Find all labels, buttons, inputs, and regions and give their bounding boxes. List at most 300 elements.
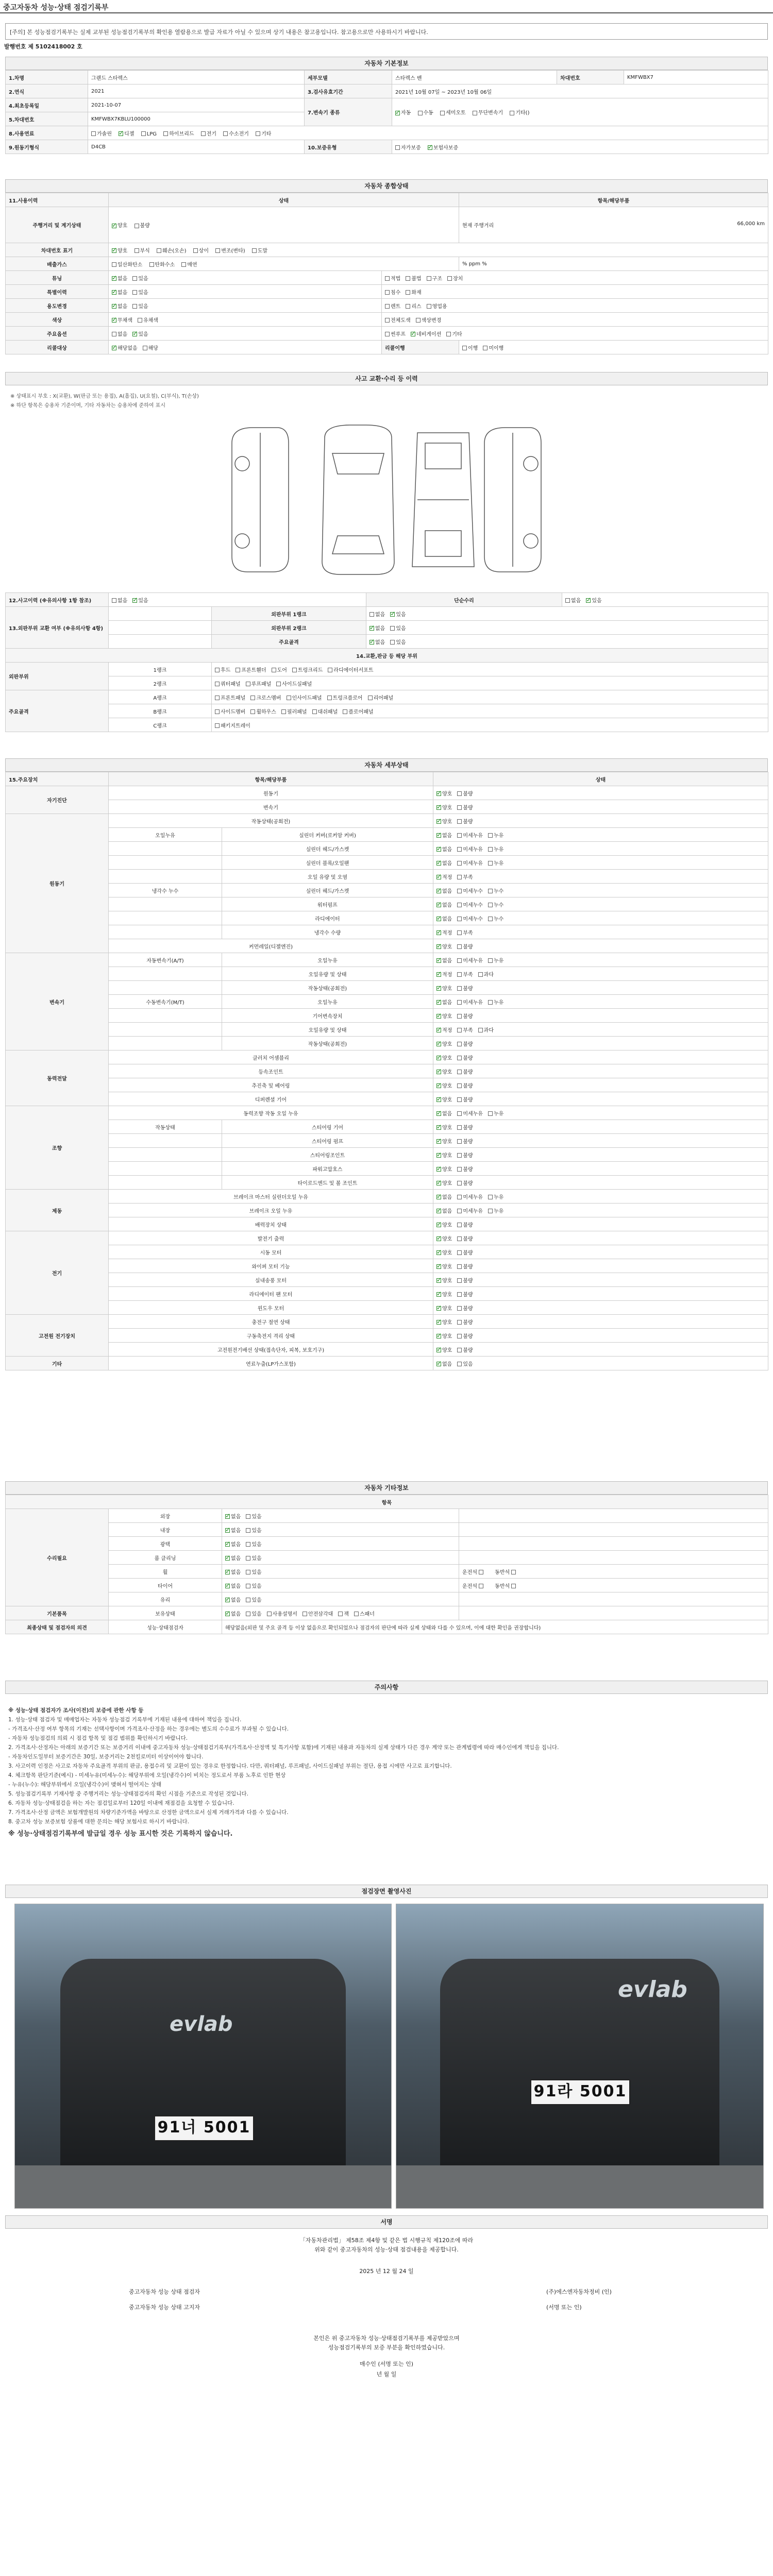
checkbox[interactable]	[250, 696, 255, 700]
checkbox[interactable]	[395, 145, 400, 150]
emission-units: % ppm %	[459, 257, 768, 271]
checkbox[interactable]	[368, 696, 373, 700]
checkbox-checked[interactable]	[436, 1028, 441, 1032]
emission-label: 배출가스	[6, 257, 109, 271]
inspection-period-value: 2021년 10월 07일 ~ 2023년 10월 06일	[392, 84, 768, 98]
checkbox[interactable]	[369, 612, 374, 617]
checkbox[interactable]	[328, 668, 332, 672]
checkbox[interactable]	[385, 318, 390, 323]
checkbox-checked[interactable]	[225, 1556, 230, 1561]
checkbox[interactable]	[338, 1612, 343, 1616]
notice-box: [주의] 본 성능점검기록부는 실제 교부된 성능점검기록부의 확인용 열람용으로 발급 자료가 아닐 수 있으며 상기 내용은 참고용입니다. 참고용으로만 사용하시기 바랍니다.	[5, 23, 768, 40]
checkbox[interactable]	[457, 1264, 462, 1269]
checkbox[interactable]	[457, 791, 462, 796]
checkbox-checked[interactable]	[390, 612, 395, 617]
checkbox-checked[interactable]	[436, 1320, 441, 1325]
detail-item-label: 실린더 헤드/가스켓	[222, 842, 433, 856]
other-item-label: 유리	[109, 1592, 222, 1606]
checkbox[interactable]	[473, 111, 477, 115]
checkbox[interactable]	[488, 1000, 493, 1005]
checkbox[interactable]	[406, 290, 410, 295]
detail-status-options: ✓ 양호 불량	[433, 939, 768, 953]
checkbox[interactable]	[91, 131, 96, 136]
checkbox[interactable]	[457, 1125, 462, 1130]
inspector-label: 중고자동차 성능 상태 점검자	[129, 2289, 200, 2295]
detail-row	[6, 1120, 768, 1134]
detail-item-label: 타이로드엔드 및 볼 조인트	[222, 1176, 433, 1190]
checkbox[interactable]	[457, 1195, 462, 1199]
detail-row	[6, 1023, 768, 1037]
checkbox[interactable]	[416, 318, 421, 323]
checkbox[interactable]	[457, 1083, 462, 1088]
checkbox[interactable]	[457, 847, 462, 852]
checkbox[interactable]	[246, 1598, 250, 1602]
other-group-label: 수리필요	[6, 1509, 109, 1606]
checkbox[interactable]	[488, 958, 493, 963]
checkbox-checked[interactable]	[225, 1528, 230, 1533]
checkbox[interactable]	[457, 1014, 462, 1019]
checkbox-checked[interactable]	[436, 986, 441, 991]
checkbox[interactable]	[457, 1236, 462, 1241]
checkbox-checked[interactable]	[436, 875, 441, 879]
checkbox[interactable]	[385, 276, 390, 281]
detail-status-options: ✓ 양호 불량	[433, 1231, 768, 1245]
checkbox[interactable]	[246, 1528, 250, 1533]
checkbox-checked[interactable]	[225, 1542, 230, 1547]
detail-item-label: 구동축전지 격리 상태	[109, 1329, 433, 1343]
checkbox[interactable]	[193, 248, 198, 253]
checkbox-checked[interactable]	[112, 290, 116, 295]
detail-status-options: ✓ 없음 미세누유 누유	[433, 856, 768, 870]
checkbox-checked[interactable]	[112, 248, 116, 253]
other-item-label: 광택	[109, 1537, 222, 1551]
checkbox[interactable]	[478, 1028, 483, 1032]
checkbox-checked[interactable]	[436, 847, 441, 852]
brand-logo-front: evlab	[170, 2012, 233, 2036]
checkbox[interactable]	[457, 1320, 462, 1325]
buyer-line-2: 성능점검기록부의 보증 부분을 확인하였습니다.	[328, 2344, 445, 2351]
checkbox[interactable]	[511, 1584, 516, 1588]
checkbox-checked[interactable]	[436, 819, 441, 824]
checkbox[interactable]	[246, 1612, 250, 1616]
checkbox[interactable]	[135, 224, 139, 228]
checkbox[interactable]	[390, 640, 395, 645]
checkbox[interactable]	[327, 696, 332, 700]
checkbox-checked[interactable]	[436, 791, 441, 796]
checkbox[interactable]	[112, 262, 116, 267]
detail-row	[6, 1162, 768, 1176]
checkbox-checked[interactable]	[436, 930, 441, 935]
checkbox[interactable]	[132, 290, 137, 295]
checkbox[interactable]	[385, 290, 390, 295]
checkbox[interactable]	[132, 276, 137, 281]
checkbox-checked[interactable]	[436, 972, 441, 977]
checkbox-checked[interactable]	[436, 1209, 441, 1213]
detail-item-label: 브레이크 오일 누유	[109, 1204, 433, 1217]
checkbox[interactable]	[112, 332, 116, 336]
checkbox[interactable]	[215, 682, 220, 686]
checkbox[interactable]	[236, 668, 240, 672]
checkbox[interactable]	[292, 668, 297, 672]
checkbox-checked[interactable]	[132, 598, 137, 603]
checkbox[interactable]	[457, 1070, 462, 1074]
detail-item-label: 작동상태(공회전)	[109, 814, 433, 828]
checkbox-checked[interactable]	[436, 1070, 441, 1074]
checkbox[interactable]	[246, 1584, 250, 1588]
checkbox[interactable]	[457, 1000, 462, 1005]
detail-row	[6, 1037, 768, 1050]
detail-row	[6, 953, 768, 967]
detail-row	[6, 1329, 768, 1343]
notifier-sign: (서명 또는 인)	[546, 2304, 582, 2311]
other-status-options: ✓ 없음 있음	[222, 1592, 459, 1606]
checkbox[interactable]	[138, 318, 142, 323]
checkbox[interactable]	[479, 1584, 483, 1588]
checkbox-checked[interactable]	[436, 1278, 441, 1283]
checkbox-checked[interactable]	[436, 1181, 441, 1185]
caution-line: 6. 자동차 성능·상태점검을 하는 자는 점검일로부터 120일 이내에 재점검을 요청할 수 있습니다.	[8, 1800, 234, 1806]
checkbox[interactable]	[112, 598, 116, 603]
options-label: 주요옵션	[6, 327, 109, 341]
warranty-label: 10.보증유형	[305, 140, 392, 154]
detail-subgroup-label	[109, 1148, 222, 1162]
checkbox[interactable]	[163, 131, 168, 136]
checkbox-checked[interactable]	[225, 1598, 230, 1602]
detail-group-label: 자기진단	[6, 786, 109, 814]
grade-1: 1랭크	[109, 663, 212, 676]
checkbox[interactable]	[457, 930, 462, 935]
checkbox[interactable]	[447, 276, 452, 281]
checkbox[interactable]	[427, 276, 431, 281]
checkbox[interactable]	[246, 682, 250, 686]
checkbox-checked[interactable]	[436, 1264, 441, 1269]
detail-row	[6, 842, 768, 856]
caution-line: 5. 성능점검기록부 기재사항 중 주행거리는 성능·상태점검자의 확인 시점을 기준으로 작성된 것입니다.	[8, 1791, 248, 1797]
checkbox[interactable]	[157, 248, 161, 253]
checkbox[interactable]	[223, 131, 228, 136]
checkbox[interactable]	[457, 1042, 462, 1046]
checkbox[interactable]	[457, 958, 462, 963]
checkbox[interactable]	[312, 709, 317, 714]
checkbox[interactable]	[215, 668, 220, 672]
checkbox[interactable]	[276, 682, 281, 686]
detail-subgroup-label: 작동상태	[109, 1120, 222, 1134]
detail-item-label: 스티어링조인트	[222, 1148, 433, 1162]
checkbox-checked[interactable]	[436, 944, 441, 949]
checkbox-checked[interactable]	[112, 346, 116, 350]
checkbox[interactable]	[406, 276, 410, 281]
detail-row	[6, 1064, 768, 1078]
checkbox[interactable]	[272, 668, 276, 672]
checkbox[interactable]	[215, 248, 220, 253]
checkbox[interactable]	[440, 111, 445, 115]
checkbox-checked[interactable]	[436, 1139, 441, 1144]
checkbox[interactable]	[457, 1306, 462, 1311]
detail-status-options: ✓ 없음 미세누유 누유	[433, 828, 768, 842]
detail-subgroup-label	[109, 870, 222, 884]
checkbox[interactable]	[457, 1278, 462, 1283]
detail-item-label: 변속기	[109, 800, 433, 814]
detail-row	[6, 1287, 768, 1301]
checkbox[interactable]	[385, 332, 390, 336]
other-status-options: ✓ 없음 있음	[222, 1509, 459, 1523]
detail-item-label: 오일유량 및 상태	[222, 967, 433, 981]
checkbox-checked[interactable]	[436, 1292, 441, 1297]
sign-header: 서명	[5, 2215, 768, 2229]
detail-item-label: 작동상태(공회전)	[222, 981, 433, 995]
checkbox-checked[interactable]	[112, 304, 116, 309]
checkbox-checked[interactable]	[436, 1348, 441, 1352]
checkbox[interactable]	[246, 1542, 250, 1547]
checkbox-checked[interactable]	[436, 833, 441, 838]
checkbox[interactable]	[457, 1348, 462, 1352]
checkbox-checked[interactable]	[395, 111, 400, 115]
checkbox[interactable]	[343, 709, 347, 714]
checkbox-checked[interactable]	[436, 805, 441, 810]
checkbox[interactable]	[457, 1139, 462, 1144]
checkbox[interactable]	[143, 346, 147, 350]
checkbox[interactable]	[267, 1612, 272, 1616]
checkbox[interactable]	[141, 131, 146, 136]
detail-status-options: ✓ 양호 불량	[433, 1078, 768, 1092]
checkbox[interactable]	[457, 1097, 462, 1102]
checkbox[interactable]	[457, 1167, 462, 1172]
transmission-label: 7.변속기 종류	[305, 98, 392, 126]
rank1-label: 외판부위 1랭크	[212, 607, 366, 621]
checkbox[interactable]	[215, 709, 220, 714]
other-extra: 운전석 동반석	[459, 1579, 768, 1592]
other-info-header: 자동차 기타정보	[5, 1481, 768, 1495]
checkbox[interactable]	[252, 248, 257, 253]
checkbox[interactable]	[488, 847, 493, 852]
front-photo	[14, 1904, 392, 2209]
checkbox-checked[interactable]	[436, 889, 441, 893]
checkbox[interactable]	[246, 1514, 250, 1519]
checkbox[interactable]	[457, 1111, 462, 1116]
checkbox-checked[interactable]	[436, 1056, 441, 1060]
other-item-col: 항목	[6, 1495, 768, 1509]
checkbox[interactable]	[462, 346, 467, 350]
checkbox[interactable]	[488, 903, 493, 907]
checkbox-checked[interactable]	[132, 332, 137, 336]
checkbox[interactable]	[511, 1570, 516, 1574]
caution-line: 8. 중고차 성능 보증보험 상품에 대한 문의는 해당 보험사로 하시기 바랍니다.	[8, 1819, 190, 1825]
checkbox[interactable]	[457, 833, 462, 838]
detail-status-options: ✓ 없음 미세누유 누유	[433, 995, 768, 1009]
checkbox[interactable]	[215, 723, 220, 728]
outer-panel-label: 외판부위	[6, 663, 109, 690]
checkbox[interactable]	[354, 1612, 359, 1616]
warranty-options: 자가보증 ✓ 보험사보증	[392, 140, 768, 154]
checkbox-checked[interactable]	[436, 1306, 441, 1311]
detail-status-options: ✓ 양호 불량	[433, 1009, 768, 1023]
checkbox[interactable]	[135, 248, 139, 253]
checkbox-checked[interactable]	[428, 145, 432, 150]
status-col: 상태	[109, 193, 459, 207]
checkbox[interactable]	[418, 111, 423, 115]
sign-line-1: 「자동차관리법」 제58조 제4항 및 같은 법 시행규칙 제120조에 따라	[299, 2237, 474, 2244]
checkbox-checked[interactable]	[436, 1195, 441, 1199]
checkbox-checked[interactable]	[586, 598, 591, 603]
main-frame-section-label: 주요골격	[6, 690, 109, 732]
detail-status-options: ✓ 양호 불량	[433, 1245, 768, 1259]
detail-group-label: 조향	[6, 1106, 109, 1190]
detail-subgroup-label	[109, 1134, 222, 1148]
checkbox[interactable]	[488, 861, 493, 866]
detail-row	[6, 856, 768, 870]
detail-row	[6, 1134, 768, 1148]
detail-row	[6, 1148, 768, 1162]
fuel-label: 8.사용연료	[6, 126, 88, 140]
checkbox[interactable]	[457, 1223, 462, 1227]
checkbox[interactable]	[201, 131, 206, 136]
damage-legend-note: ※ 하단 항목은 승용차 기준이며, 기타 자동차는 승용차에 준하여 표시	[10, 403, 165, 409]
detail-group-label: 변속기	[6, 953, 109, 1050]
checkbox[interactable]	[132, 304, 137, 309]
checkbox-checked[interactable]	[436, 1097, 441, 1102]
checkbox[interactable]	[478, 972, 483, 977]
checkbox-checked[interactable]	[112, 276, 116, 281]
checkbox-checked[interactable]	[436, 1125, 441, 1130]
checkbox[interactable]	[457, 1334, 462, 1338]
detail-item-label: 커먼레일(디젤엔진)	[109, 939, 433, 953]
detail-item-label: 연료누출(LP가스포함)	[109, 1357, 433, 1370]
checkbox-checked[interactable]	[436, 1236, 441, 1241]
other-status-options: ✓ 없음 있음	[222, 1565, 459, 1579]
checkbox-checked[interactable]	[436, 1000, 441, 1005]
detail-status-options: ✓ 양호 불량	[433, 1217, 768, 1231]
checkbox[interactable]	[457, 1209, 462, 1213]
checkbox[interactable]	[457, 903, 462, 907]
damage-legend: ※ 상태표시 부호 : X(교환), W(판금 또는 용접), A(흠집), U(요철), C(부식), T(손상)	[10, 394, 199, 399]
checkbox[interactable]	[215, 696, 220, 700]
checkbox[interactable]	[149, 262, 154, 267]
detail-subgroup-label	[109, 925, 222, 939]
checkbox-checked[interactable]	[369, 626, 374, 631]
item-col: 항목/해당부품	[459, 193, 768, 207]
detail-status-options: ✓ 양호 불량	[433, 1259, 768, 1273]
checkbox[interactable]	[488, 917, 493, 921]
detail-row	[6, 1343, 768, 1357]
checkbox[interactable]	[427, 304, 431, 309]
checkbox[interactable]	[479, 1570, 483, 1574]
checkbox[interactable]	[457, 861, 462, 866]
checkbox[interactable]	[181, 262, 186, 267]
checkbox[interactable]	[390, 626, 395, 631]
checkbox[interactable]	[287, 696, 291, 700]
checkbox-checked[interactable]	[436, 1083, 441, 1088]
checkbox[interactable]	[488, 1209, 493, 1213]
checkbox-checked[interactable]	[436, 1250, 441, 1255]
checkbox-checked[interactable]	[436, 958, 441, 963]
detail-group-label: 고전원 전기장치	[6, 1315, 109, 1357]
detail-status-options: ✓ 양호 불량	[433, 1134, 768, 1148]
other-extra	[459, 1606, 768, 1620]
checkbox-checked[interactable]	[436, 1153, 441, 1158]
checkbox-checked[interactable]	[436, 1334, 441, 1338]
checkbox[interactable]	[281, 709, 286, 714]
checkbox-checked[interactable]	[436, 1167, 441, 1172]
checkbox[interactable]	[457, 917, 462, 921]
checkbox-checked[interactable]	[369, 640, 374, 645]
checkbox-checked[interactable]	[119, 131, 123, 136]
checkbox-checked[interactable]	[436, 1223, 441, 1227]
checkbox[interactable]	[457, 819, 462, 824]
checkbox[interactable]	[457, 1028, 462, 1032]
checkbox-checked[interactable]	[112, 224, 116, 228]
checkbox[interactable]	[385, 304, 390, 309]
checkbox[interactable]	[488, 1111, 493, 1116]
checkbox-checked[interactable]	[411, 332, 415, 336]
checkbox-checked[interactable]	[436, 1042, 441, 1046]
caution-line: - 가격조사·산정 여부 항목의 기재는 선택사항이며 가격조사·산정을 하는 경우에는 별도의 수수료가 부과될 수 있습니다.	[8, 1726, 289, 1732]
checkbox[interactable]	[256, 131, 260, 136]
checkbox-checked[interactable]	[436, 1111, 441, 1116]
checkbox[interactable]	[457, 1292, 462, 1297]
checkbox[interactable]	[457, 1181, 462, 1185]
checkbox[interactable]	[457, 944, 462, 949]
exchange-label: 13.외판부위 교환 여부 (※유의사항 4항)	[6, 607, 109, 649]
checkbox[interactable]	[488, 833, 493, 838]
checkbox[interactable]	[406, 304, 410, 309]
checkbox-checked[interactable]	[436, 903, 441, 907]
checkbox[interactable]	[457, 1056, 462, 1060]
other-row	[6, 1565, 768, 1579]
checkbox-checked[interactable]	[225, 1514, 230, 1519]
checkbox[interactable]	[250, 709, 255, 714]
checkbox-checked[interactable]	[225, 1570, 230, 1574]
checkbox[interactable]	[488, 889, 493, 893]
detail-status-options: ✓ 적정 부족 과다	[433, 1023, 768, 1037]
checkbox-checked[interactable]	[225, 1584, 230, 1588]
checkbox[interactable]	[246, 1570, 250, 1574]
checkbox-checked[interactable]	[436, 1014, 441, 1019]
checkbox[interactable]	[457, 805, 462, 810]
other-row	[6, 1579, 768, 1592]
other-row	[6, 1592, 768, 1606]
checkbox[interactable]	[457, 1250, 462, 1255]
detail-row	[6, 911, 768, 925]
other-info-table	[5, 1495, 768, 1634]
detail-row	[6, 870, 768, 884]
other-status-options: ✓ 없음 있음	[222, 1551, 459, 1565]
checkbox[interactable]	[457, 986, 462, 991]
checkbox[interactable]	[457, 889, 462, 893]
detail-row	[6, 786, 768, 800]
checkbox-checked[interactable]	[436, 861, 441, 866]
checkbox[interactable]	[303, 1612, 307, 1616]
checkbox[interactable]	[457, 1362, 462, 1366]
checkbox-checked[interactable]	[436, 917, 441, 921]
year-value: 2021	[88, 84, 305, 98]
recall-done-label: 리콜이행	[382, 341, 459, 354]
checkbox[interactable]	[510, 111, 514, 115]
checkbox[interactable]	[565, 598, 570, 603]
checkbox[interactable]	[488, 1195, 493, 1199]
checkbox[interactable]	[446, 332, 451, 336]
checkbox[interactable]	[246, 1556, 250, 1561]
detail-row	[6, 981, 768, 995]
checkbox-checked[interactable]	[112, 318, 116, 323]
other-item-label: 룸 클리닝	[109, 1551, 222, 1565]
detail-item-label: 원동기	[109, 786, 433, 800]
checkbox[interactable]	[483, 346, 488, 350]
checkbox-checked[interactable]	[225, 1612, 230, 1616]
checkbox[interactable]	[457, 875, 462, 879]
checkbox[interactable]	[457, 1153, 462, 1158]
checkbox[interactable]	[457, 972, 462, 977]
checkbox-checked[interactable]	[436, 1362, 441, 1366]
